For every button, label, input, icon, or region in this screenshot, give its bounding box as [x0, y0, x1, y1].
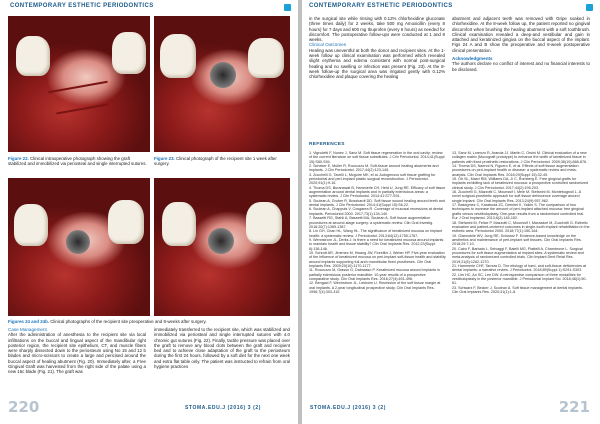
figure-22-photo: [8, 16, 150, 152]
running-header: CONTEMPORARY ESTHETIC PERIODONTICS: [10, 3, 154, 9]
reference-item: 13. Sanz M, Lorenzo R, Aranda JJ, Martin C, Orsini M. Clinical evaluation of a new collagen matrix (Mucograft prototype) to enhance the width of keratinized tissue in patients with fixed prosthetic restorations. J Clin Periodontol. 2009;36(10):868-876.: [452, 151, 588, 164]
figure-24a-photo: [8, 178, 150, 316]
figure-23-caption: Figure 23. Clinical photograph of the recipient site 1 week after surgery.: [154, 156, 277, 167]
reference-item: 17. Basegmez C, Karabuda ZC, Demirel K, Yalcin S. The comparison of two techniques to increase the amount of peri-implant attached mucosa: free gingival grafts versus vestibuloplasty. One-year results from a randomised controlled trial. Eur J Oral Implantol. 2013;6(2):145-152.: [452, 203, 585, 221]
body-col-1: in the surgical site while rinsing with 0.12% chlorhexidine gluconate (three times daily) for 2 weeks, take 500 mg Amoxicillin (every 8 hours) for 7 days and 600 mg Ibuprofen (every 6 hours) as needed for discomfort. The postoperative follow-ups were conducted at 1 and 8 weeks. Clinical Outcomes Healing was uneventful at both the donor and recipient sites. At the 1-week follow up clinical examination was performed which revealed slight erythema and edema consistent with normal post-surgical healing and no swelling or infection was present (Fig. 23). At the 8-week follow-up the surgical area was irrigated gently with 0.12% chlorhexidine and plaque covering the healing: [309, 16, 445, 80]
references-title: REFERENCES: [309, 142, 345, 147]
reference-item: 11. Roccuzzo M, Grasso G, Dalmasso P. Keratinized mucosa around implants in partially edentulous posterior mandible: 10-year results of a prospective comparative study. Clin Oral Implants Res. 2016;27(4):491-496.: [309, 268, 441, 281]
reference-item: 22. Lim HC, An SC, Lee DW. A retrospective comparison of three modalities for vestibuloplasty in the posterior mandible. J Periodontal Implant Sci. 2018;48(1):50-61.: [452, 272, 587, 286]
reference-item: 2. Scheker E, Muller R, Roccuzzo M. Soft-tissue around healing abutments and implants. J Clin Periodontol. 2017;44(2):123-145.: [309, 164, 439, 173]
page-number: 221: [558, 398, 590, 416]
figure-24-caption: Figures 24 and 24b. Clinical photographs of the recipient site preoperative and 8-weeks after surgery.: [8, 319, 207, 324]
reference-item: 14. Thoma DS, Naenni N, Figuero E, et al. Effects of soft tissue augmentation procedures on peri-implant health or disease: a systematic review and meta-analysis. Clin Oral Implants Res. 2018;29(Suppl 15):32-49.: [452, 164, 579, 177]
reference-item: 3. Zucchelli G, Tavelli L, Mcguire MK, et al. Autogenous soft tissue grafting for periodontal and peri-implant plastic surgical reconstruction. J Periodontol. 2020;91(1):9-16.: [309, 172, 436, 186]
reference-item: 10. Schrott AR, Jimenez M, Hwang JW, Fiorellini J, Weber HP. Five-year evaluation of the influence of keratinized mucosa on peri-implant soft-tissue health and stability around implants supporting full-arch mandibular fixed prostheses. Clin Oral Implants Res. 2009;20(10):1170-1177.: [309, 250, 446, 268]
reference-item: 9. Wennstrom JL, Derks J. Is there a need for keratinized mucosa around implants to maintain health and tissue stability? Clin Oral Implants Res. 2012;23(Suppl 6):136-146.: [309, 237, 444, 251]
reference-item: 12. Bengazi F, Wennstrom JL, Lekholm U. Recession of the soft tissue margin at oral implants. A 2-year longitudinal prospective study. Clin Oral Implants Res. 1996;7(4):303-310.: [309, 281, 441, 294]
body-col-2: abutment and adjacent teeth was removed with Gripe soaked in chlorhexidine. At the 8-week follow up, the patient reported no gingival discomfort when brushing the healing abutment with a soft toothbrush. Clinical examination revealed a deep-and vestibular and gain in attached and keratinized gingiva on the buccal aspect of the implant. Figs 24 A and B show the preoperative and 8-week postoperative clinical presentation. Acknowledgments The authors declare no conflict of interest and no financial interests to be disclosed.: [452, 16, 590, 72]
reference-item: 8. Lin GH, Chan HL, Wang HL. The significance of keratinized mucosa on implant health: a systematic review. J Periodontol. 2013;84(12):1755-1767.: [309, 229, 443, 238]
journal-line: STOMA.EDU.J (2016) 3 (2): [185, 405, 261, 411]
figure-23-photo: [154, 16, 290, 152]
reference-item: 5. Sculean A, Gruber R, Bosshardt DD. Soft tissue wound healing around teeth and dental implants. J Clin Periodontol. 2014;41(Suppl 15):S6-22.: [309, 198, 445, 208]
reference-item: 23. Schwarz F, Becker J, Sculean A. Soft tissue management at dental implants. Clin Oral Implants Res. 2020;31(1):1-8.: [452, 285, 583, 294]
header-square-icon: [284, 4, 291, 11]
reference-item: 1. Vignoletti F, Nunez J, Sanz M. Soft tissue regeneration in the oral cavity: review of the current literature on soft tissue substitutes. J Clin Periodontol. 2014;41(Suppl 15):S80-S94.: [309, 151, 445, 164]
clinical-outcomes-title: Clinical Outcomes: [309, 42, 347, 48]
reference-item: 15. Oh SL, Masri RM, Williams DA, Ji C, Romberg E. Free gingival grafts for implants exhibiting lack of keratinized mucosa: a prospective controlled randomized clinical study. J Clin Periodontol. 2017;44(2):195-203.: [452, 177, 589, 190]
acknowledgments-title: Acknowledgments: [452, 56, 493, 62]
page-number: 220: [8, 398, 40, 416]
reference-item: 16. Zucchelli G, Mazzotti C, Mounssif I, Mele M, Stefanini M, Montebugnoli L. A novel surgical-prosthetic approach for soft tissue dehiscence coverage around single implant. Clin Oral Implants Res. 2013;24(9):957-962.: [452, 190, 581, 203]
reference-item: 6. Sculean A, Chappuis V, Cosgarea R. Coverage of mucosal recessions at dental implants. Periodontol 2000. 2017;73(1):134-140.: [309, 207, 443, 216]
references-col-2: [452, 151, 590, 294]
running-header: CONTEMPORARY ESTHETIC PERIODONTICS: [309, 3, 453, 9]
reference-item: 20. Cairo F, Barbato L, Selvaggi F, Baielli MG, Piattelli A, Chambrone L. Surgical procedures for soft tissue augmentation at implant sites. A systematic review and meta-analysis of randomized controlled trials. Clin Implant Dent Relat Res. 2019;21(6):1262-1270.: [452, 246, 584, 264]
reference-item: 18. Stefanini M, Felice P, Mazzotti C, Mounssif I, Marzadori M, Zucchelli G. Esthetic evaluation and patient-centered outcomes in single-tooth implant rehabilitation in the esthetic area. Periodontol 2000. 2018;77(1):150-164.: [452, 220, 590, 234]
reference-item: 21. Hammerle CHF, Tarnow D. The etiology of hard- and soft-tissue deficiencies at dental implants: a narrative review. J Periodontol. 2018;89(Suppl 1):S291-S303.: [452, 263, 587, 273]
case-management-title: Case Management: [8, 327, 47, 332]
reference-item: 7. Bassetti RG, Stahli A, Bassetti MA, Sculean A. Soft tissue augmentation procedures at second-stage surgery: a systematic review. Clin Oral Investig. 2016;20(7):1369-1387.: [309, 216, 434, 229]
right-page: [302, 0, 600, 424]
references-col-1: [309, 151, 446, 294]
reference-item: 4. Thoma DS, Buranawat B, Hammerle CH, Held U, Jung RE. Efficacy of soft tissue augmentation around dental implants and in partially edentulous areas: a systematic review. J Clin Periodontol. 2014;41:S77-S91.: [309, 185, 446, 199]
figure-24b-photo: [154, 178, 290, 316]
journal-line: STOMA.EDU.J (2016) 3 (2): [310, 405, 386, 411]
reference-item: 19. Giannobile WV, Jung RE, Schwarz F. Evidence-based knowledge on the aesthetics and maintenance of peri-implant soft tissues. Clin Oral Implants Res. 2018;29:7-10.: [452, 233, 582, 247]
left-page: [0, 0, 298, 424]
figure-22-caption: Figure 22. Clinical intraoperative photograph showing the graft stabilized and immobilized via periosteal and single interrupted sutures.: [8, 156, 147, 167]
case-management-col-1: Case Management After the administration of anesthesia to the recipient site via local infiltrations on the buccal and lingual aspect of the mandibular right posterior region, the recipient site epithelium, CT, and muscle fibers were sharply dissected down to the periosteum using No 15 and 12 b blades and micro-scissors to create a large and pericised around the buccal aspect of healing abutment (Fig. 20). Immediately after, a Free Gingival Graft was harvested from the right side of the palate using a new 15c blade (Fig. 21). The graft was: [8, 327, 146, 375]
header-square-icon: [586, 4, 593, 11]
case-management-col-2: immediately transferred to the recipient site, which was stabilized and immobilized via periosteal and single interrupted sutures with 4.0 chromic gut sutures (Fig. 22). Finally, tactile pressure was placed over the graft to remove any blood clots between the graft and recipient bed and to achieve close adaptation of the graft to the periosteum during the first 24 hours, followed by a soft diet for the next one week and extra flat table only. The patient was instructed to refrain from oral hygiene practices: [154, 327, 290, 370]
